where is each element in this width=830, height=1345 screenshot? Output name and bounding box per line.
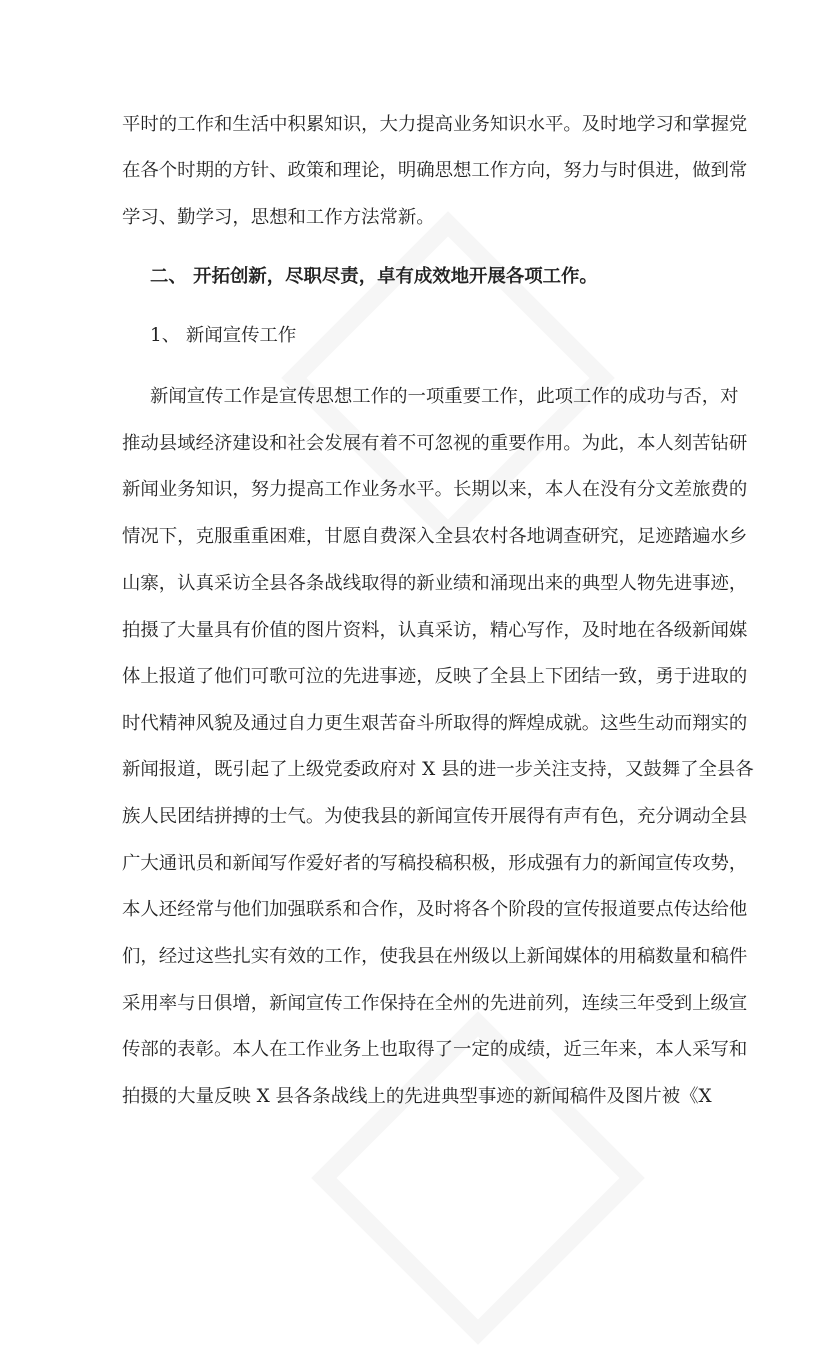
paragraph-line: 拍摄的大量反映 X 县各条战线上的先进典型事迹的新闻稿件及图片被《X	[122, 1086, 712, 1107]
paragraph-line: 新闻报道，既引起了上级党委政府对 X 县的进一步关注支持，又鼓舞了全县各	[122, 759, 754, 780]
paragraph-line: 情况下，克服重重困难，甘愿自费深入全县农村各地调查研究，足迹踏遍水乡	[122, 526, 748, 547]
paragraph-line: 采用率与日俱增，新闻宣传工作保持在全州的先进前列，连续三年受到上级宣	[122, 993, 748, 1014]
paragraph-line: 新闻业务知识，努力提高工作业务水平。长期以来，本人在没有分文差旅费的	[122, 479, 748, 500]
paragraph-line: 们，经过这些扎实有效的工作，使我县在州级以上新闻媒体的用稿数量和稿件	[122, 946, 748, 967]
paragraph-line: 推动县域经济建设和社会发展有着不可忽视的重要作用。为此，本人刻苦钻研	[122, 433, 748, 454]
paragraph-line: 时代精神风貌及通过自力更生艰苦奋斗所取得的辉煌成就。这些生动而翔实的	[122, 713, 748, 734]
paragraph-line: 体上报道了他们可歌可泣的先进事迹，反映了全县上下团结一致，勇于进取的	[122, 666, 748, 687]
section-heading: 二、 开拓创新，尽职尽责，卓有成效地开展各项工作。	[150, 266, 598, 287]
paragraph-line: 山寨，认真采访全县各条战线取得的新业绩和涌现出来的典型人物先进事迹，	[122, 573, 748, 594]
paragraph-line: 平时的工作和生活中积累知识，大力提高业务知识水平。及时地学习和掌握党	[122, 114, 748, 135]
paragraph-line: 族人民团结拼搏的士气。为使我县的新闻宣传开展得有声有色，充分调动全县	[122, 806, 748, 827]
paragraph-line: 本人还经常与他们加强联系和合作，及时将各个阶段的宣传报道要点传达给他	[122, 899, 748, 920]
paragraph-line: 新闻宣传工作是宣传思想工作的一项重要工作，此项工作的成功与否，对	[150, 386, 739, 407]
paragraph-line: 学习、勤学习，思想和工作方法常新。	[122, 207, 435, 228]
paragraph-line: 传部的表彰。本人在工作业务上也取得了一定的成绩，近三年来，本人采写和	[122, 1039, 748, 1060]
paragraph-line: 广大通讯员和新闻写作爱好者的写稿投稿积极，形成强有力的新闻宣传攻势，	[122, 853, 748, 874]
paragraph-line: 在各个时期的方针、政策和理论，明确思想工作方向，努力与时俱进，做到常	[122, 160, 748, 181]
paragraph-line: 拍摄了大量具有价值的图片资料，认真采访，精心写作，及时地在各级新闻媒	[122, 620, 748, 641]
subsection-heading: 1、 新闻宣传工作	[150, 325, 297, 346]
